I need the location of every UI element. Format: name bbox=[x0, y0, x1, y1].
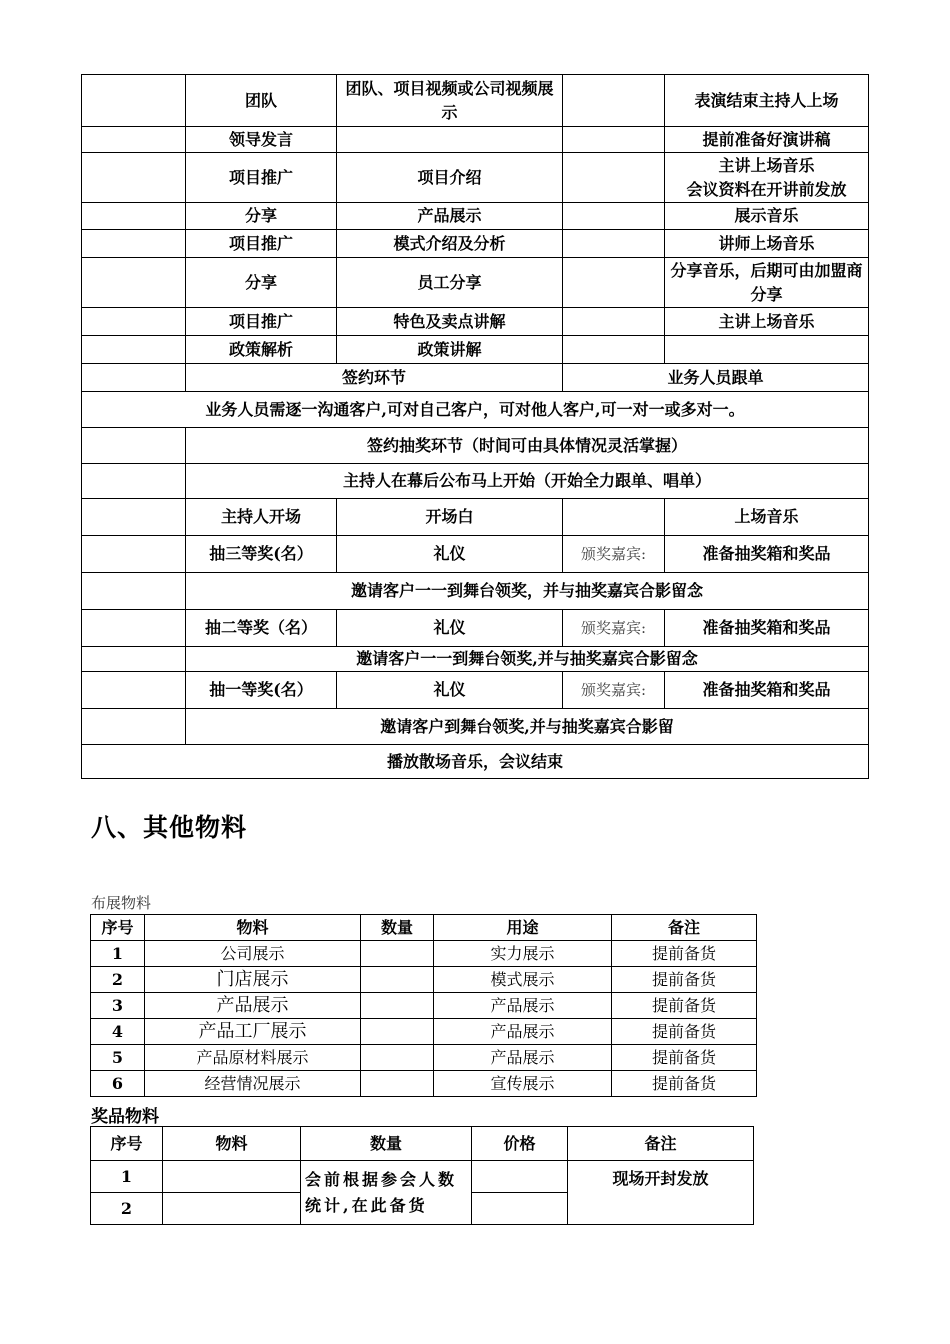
table-cell: 模式展示 bbox=[434, 967, 612, 993]
table-cell bbox=[82, 464, 186, 499]
table-cell bbox=[82, 336, 186, 364]
table-cell: 特色及卖点讲解 bbox=[337, 308, 563, 336]
table-row bbox=[82, 258, 869, 308]
table-cell: 主讲上场音乐 会议资料在开讲前发放 bbox=[665, 153, 869, 203]
table-cell bbox=[82, 536, 186, 573]
table-cell bbox=[82, 127, 186, 153]
table-cell: 展示音乐 bbox=[665, 203, 869, 230]
table-cell: 门店展示 bbox=[145, 967, 361, 993]
table-cell: 抽一等奖(名） bbox=[186, 672, 337, 709]
table-cell bbox=[563, 336, 665, 364]
table-row bbox=[82, 647, 869, 672]
table-cell: 提前备货 bbox=[612, 941, 757, 967]
column-header: 价格 bbox=[472, 1127, 568, 1161]
table-cell: 项目推广 bbox=[186, 230, 337, 258]
table-row bbox=[91, 1045, 757, 1071]
layout-materials-table bbox=[90, 914, 757, 1097]
layout-materials-caption: 布展物料 bbox=[91, 894, 152, 912]
table-cell bbox=[82, 153, 186, 203]
table-row bbox=[82, 75, 869, 127]
column-header: 用途 bbox=[434, 915, 612, 941]
column-header: 数量 bbox=[301, 1127, 472, 1161]
table-row bbox=[82, 499, 869, 536]
table-cell: 邀请客户一一到舞台领奖,并与抽奖嘉宾合影留念 bbox=[186, 647, 869, 672]
table-cell bbox=[563, 203, 665, 230]
column-header: 序号 bbox=[91, 1127, 163, 1161]
table-cell: 6 bbox=[91, 1071, 145, 1097]
table-cell: 产品工厂展示 bbox=[145, 1019, 361, 1045]
table-row bbox=[82, 428, 869, 464]
table-cell: 2 bbox=[91, 1193, 163, 1225]
table-cell bbox=[665, 336, 869, 364]
table-cell: 提前准备好演讲稿 bbox=[665, 127, 869, 153]
table-cell bbox=[472, 1193, 568, 1225]
table-cell: 颁奖嘉宾: bbox=[563, 536, 665, 573]
table-cell: 1 bbox=[91, 941, 145, 967]
table-cell: 提前备货 bbox=[612, 1045, 757, 1071]
table-row bbox=[82, 709, 869, 745]
table-cell: 产品展示 bbox=[337, 203, 563, 230]
table-cell bbox=[472, 1161, 568, 1193]
table-row bbox=[91, 1071, 757, 1097]
column-header: 物料 bbox=[163, 1127, 301, 1161]
table-cell: 提前备货 bbox=[612, 967, 757, 993]
table-cell bbox=[82, 258, 186, 308]
table-row bbox=[82, 745, 869, 779]
column-header: 数量 bbox=[361, 915, 434, 941]
table-cell bbox=[82, 499, 186, 536]
table-row bbox=[91, 967, 757, 993]
table-cell bbox=[563, 127, 665, 153]
table-row bbox=[91, 941, 757, 967]
table-cell: 邀请客户到舞台领奖,并与抽奖嘉宾合影留 bbox=[186, 709, 869, 745]
table-cell: 3 bbox=[91, 993, 145, 1019]
table-cell: 产品展示 bbox=[145, 993, 361, 1019]
table-cell: 业务人员跟单 bbox=[563, 364, 869, 392]
table-row bbox=[82, 672, 869, 709]
table-cell bbox=[361, 941, 434, 967]
table-cell: 团队、项目视频或公司视频展示 bbox=[337, 75, 563, 127]
table-cell: 分享音乐，后期可由加盟商分享 bbox=[665, 258, 869, 308]
table-header-row bbox=[91, 915, 757, 941]
table-cell: 经营情况展示 bbox=[145, 1071, 361, 1097]
table-cell bbox=[82, 75, 186, 127]
column-header: 备注 bbox=[568, 1127, 754, 1161]
table-cell: 主持人开场 bbox=[186, 499, 337, 536]
column-header: 物料 bbox=[145, 915, 361, 941]
table-cell bbox=[361, 967, 434, 993]
table-cell: 员工分享 bbox=[337, 258, 563, 308]
section-heading: 八、其他物料 bbox=[91, 813, 248, 842]
prize-materials-table bbox=[90, 1126, 754, 1225]
table-cell bbox=[82, 573, 186, 610]
table-row bbox=[82, 536, 869, 573]
table-cell: 礼仪 bbox=[337, 610, 563, 647]
table-cell: 抽三等奖(名） bbox=[186, 536, 337, 573]
table-row bbox=[82, 364, 869, 392]
table-row bbox=[91, 1019, 757, 1045]
table-header-row bbox=[91, 1127, 754, 1161]
table-cell bbox=[82, 672, 186, 709]
prize-materials-caption: 奖品物料 bbox=[91, 1107, 159, 1127]
table-cell: 产品原材料展示 bbox=[145, 1045, 361, 1071]
table-cell: 公司展示 bbox=[145, 941, 361, 967]
table-cell: 产品展示 bbox=[434, 1019, 612, 1045]
table-cell bbox=[82, 647, 186, 672]
remark-cell: 现场开封发放 bbox=[568, 1161, 754, 1225]
table-cell: 政策讲解 bbox=[337, 336, 563, 364]
table-cell: 领导发言 bbox=[186, 127, 337, 153]
table-cell: 提前备货 bbox=[612, 993, 757, 1019]
table-row bbox=[82, 610, 869, 647]
table-row bbox=[82, 127, 869, 153]
table-cell: 业务人员需逐一沟通客户,可对自己客户，可对他人客户,可一对一或多对一。 bbox=[82, 392, 869, 428]
table-cell: 产品展示 bbox=[434, 993, 612, 1019]
table-row bbox=[82, 153, 869, 203]
quantity-note: 会前根据参会人数统计,在此备货 bbox=[301, 1161, 472, 1225]
table-cell: 项目推广 bbox=[186, 308, 337, 336]
table-cell bbox=[563, 308, 665, 336]
table-cell: 提前备货 bbox=[612, 1071, 757, 1097]
table-row bbox=[82, 464, 869, 499]
table-cell bbox=[82, 203, 186, 230]
table-cell: 表演结束主持人上场 bbox=[665, 75, 869, 127]
table-cell: 主持人在幕后公布马上开始（开始全力跟单、唱单） bbox=[186, 464, 869, 499]
table-cell bbox=[361, 1019, 434, 1045]
table-cell bbox=[563, 230, 665, 258]
table-cell bbox=[82, 308, 186, 336]
table-cell: 宣传展示 bbox=[434, 1071, 612, 1097]
table-cell bbox=[163, 1161, 301, 1193]
column-header: 备注 bbox=[612, 915, 757, 941]
table-cell: 邀请客户一一到舞台领奖，并与抽奖嘉宾合影留念 bbox=[186, 573, 869, 610]
table-row bbox=[82, 392, 869, 428]
table-cell: 礼仪 bbox=[337, 672, 563, 709]
table-cell: 礼仪 bbox=[337, 536, 563, 573]
table-cell: 5 bbox=[91, 1045, 145, 1071]
table-row bbox=[82, 573, 869, 610]
table-cell: 项目推广 bbox=[186, 153, 337, 203]
table-cell: 颁奖嘉宾: bbox=[563, 672, 665, 709]
table-cell: 产品展示 bbox=[434, 1045, 612, 1071]
table-cell: 项目介绍 bbox=[337, 153, 563, 203]
table-cell: 提前备货 bbox=[612, 1019, 757, 1045]
table-row bbox=[82, 203, 869, 230]
table-cell: 2 bbox=[91, 967, 145, 993]
table-cell: 准备抽奖箱和奖品 bbox=[665, 610, 869, 647]
table-cell: 签约环节 bbox=[186, 364, 563, 392]
table-cell: 上场音乐 bbox=[665, 499, 869, 536]
table-cell: 准备抽奖箱和奖品 bbox=[665, 536, 869, 573]
table-cell bbox=[82, 230, 186, 258]
table-cell: 政策解析 bbox=[186, 336, 337, 364]
table-cell bbox=[82, 610, 186, 647]
table-row bbox=[82, 230, 869, 258]
table-cell bbox=[361, 993, 434, 1019]
table-cell: 开场白 bbox=[337, 499, 563, 536]
table-cell bbox=[82, 709, 186, 745]
table-cell: 分享 bbox=[186, 203, 337, 230]
table-cell bbox=[563, 75, 665, 127]
table-cell: 抽二等奖（名） bbox=[186, 610, 337, 647]
table-cell: 分享 bbox=[186, 258, 337, 308]
meeting-schedule-table bbox=[81, 74, 869, 779]
table-cell bbox=[563, 499, 665, 536]
table-cell: 团队 bbox=[186, 75, 337, 127]
table-cell: 签约抽奖环节（时间可由具体情况灵活掌握） bbox=[186, 428, 869, 464]
table-cell bbox=[563, 258, 665, 308]
table-cell bbox=[361, 1071, 434, 1097]
table-row bbox=[82, 308, 869, 336]
table-cell: 1 bbox=[91, 1161, 163, 1193]
table-cell: 主讲上场音乐 bbox=[665, 308, 869, 336]
table-cell bbox=[82, 428, 186, 464]
table-row bbox=[91, 993, 757, 1019]
table-cell bbox=[361, 1045, 434, 1071]
table-cell: 播放散场音乐，会议结束 bbox=[82, 745, 869, 779]
table-cell: 准备抽奖箱和奖品 bbox=[665, 672, 869, 709]
table-cell bbox=[163, 1193, 301, 1225]
table-cell: 实力展示 bbox=[434, 941, 612, 967]
table-cell bbox=[337, 127, 563, 153]
table-cell: 4 bbox=[91, 1019, 145, 1045]
table-row bbox=[91, 1161, 754, 1193]
table-cell: 讲师上场音乐 bbox=[665, 230, 869, 258]
column-header: 序号 bbox=[91, 915, 145, 941]
table-cell: 颁奖嘉宾: bbox=[563, 610, 665, 647]
table-row bbox=[82, 336, 869, 364]
table-cell bbox=[82, 364, 186, 392]
table-cell: 模式介绍及分析 bbox=[337, 230, 563, 258]
table-cell bbox=[563, 153, 665, 203]
